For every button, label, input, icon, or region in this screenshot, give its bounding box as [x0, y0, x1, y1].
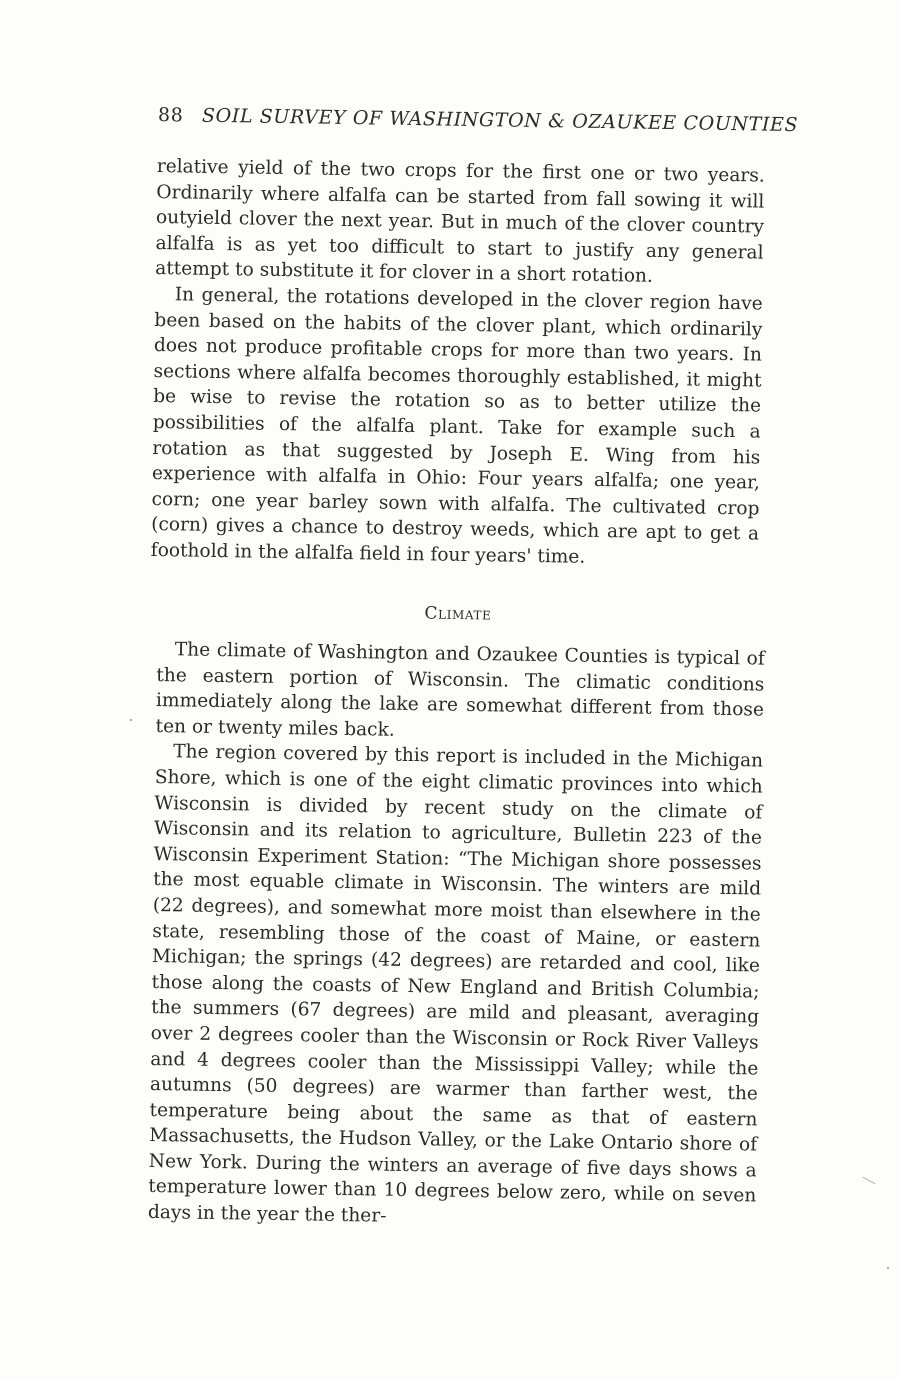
paragraph-climate-intro: The climate of Washington and Ozaukee Counties is typical of the eastern portion of Wisconsin. The climatic conditions immediately along the lake are somewhat different from those ten or twenty miles back. [155, 639, 765, 741]
scan-speck [887, 1267, 889, 1269]
text-block-after-heading [148, 637, 765, 1235]
paragraph-michigan-shore: The region covered by this report is included in the Michigan Shore, which is one of the eight climatic provinces into which Wisconsin is divided by recent study on the climate of Wisconsin and its relation to agriculture, Bulletin 223 of the Wisconsin Experiment Station: “The Michigan shore possesses the most equable climate in Wisconsin. The winters are mild (22 degrees), and somewhat more moist than elsewhere in the state, resembling those of the coast of Maine, or eastern Michigan; the springs (42 degrees) are retarded and cool, like those along the coasts of New England and British Columbia; the summers (67 degrees) are mild and pleasant, averaging over 2 degrees cooler than the Wisconsin or Rock River Valleys and 4 degrees cooler than the Mississippi Valley; while the autumns (50 degrees) are warmer than farther west, the temperature being about the same as that of eastern Massachusetts, the Hudson Valley, or the Lake Ontario shore of New York. During the winters an average of five days shows a temperature lower than 10 degrees below zero, while on seven days in the year the ther- [147, 741, 764, 1227]
running-head-title: SOIL SURVEY OF WASHINGTON & OZAUKEE COUNTIES [201, 104, 799, 137]
paragraph-rotations: In general, the rotations developed in the clover region have been based on the habits of the clover plant, which ordinarily does not produce profitable crops for more than two years. In sections where alfalfa becomes thoroughly established, it might be wise to revise the rotation so as to better utilize the possibilities of the alfalfa plant. Take for example such a rotation as that suggested by Joseph E. Wing from his experience with alfalfa in Ohio: Four years alfalfa; one year, corn; one year barley sown with alfalfa. The cultivated crop (corn) gives a chance to destroy weeds, which are apt to get a foothold in the alfalfa field in four years' time. [150, 284, 763, 568]
text-block-before-heading [151, 154, 765, 573]
section-heading-climate: Climate [424, 603, 492, 625]
running-head [157, 104, 799, 137]
scan-speck [863, 1177, 876, 1184]
paragraph-continued: relative yield of the two crops for the first one or two years. Ordinarily where alfalfa can be started from fall sowing it will outyield clover the next year. But in much of the clover country alfalfa is as yet too difficult to start to justify any general attempt to substitute it for clover in a short rotation. [155, 155, 765, 288]
page-number: 88 [157, 104, 184, 127]
scan-speck [130, 719, 132, 721]
